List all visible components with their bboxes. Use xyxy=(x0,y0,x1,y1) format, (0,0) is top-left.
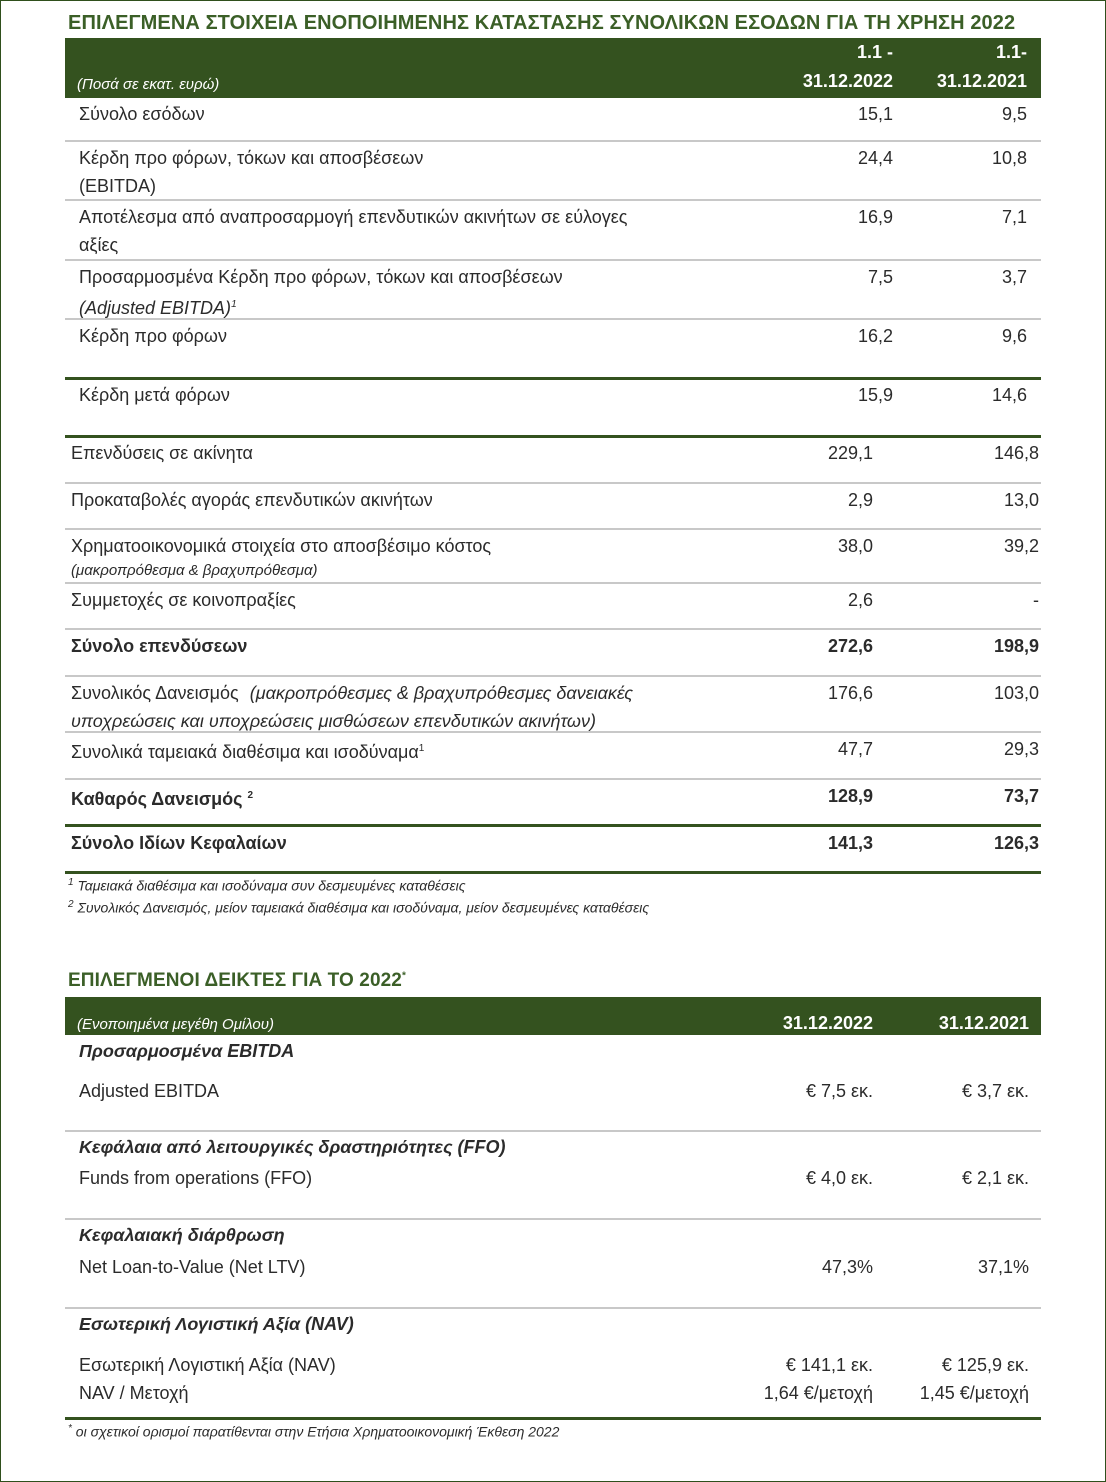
row-label: Καθαρός Δανεισμός $^2$ xyxy=(71,789,254,809)
kpi-value-2021: € 3,7 εκ. xyxy=(961,1081,1029,1101)
section-heading: Κεφάλαια από λειτουργικές δραστηριότητες (FFO) xyxy=(79,1137,506,1157)
row-label: Κέρδη μετά φόρων xyxy=(79,385,230,405)
row-divider xyxy=(65,377,1041,380)
row-value-2021: 9,5 xyxy=(1001,104,1027,124)
row-divider xyxy=(65,628,1041,630)
row-divider xyxy=(65,140,1041,142)
row-value-2021: 73,7 xyxy=(1003,786,1039,806)
row-divider xyxy=(65,318,1041,320)
kpi-label: Net Loan-to-Value (Net LTV) xyxy=(79,1257,306,1277)
row-label: Σύνολο εσόδων xyxy=(79,104,205,124)
section-heading: Προσαρμοσμένα EBITDA xyxy=(79,1041,295,1061)
kpi-value-2022: 1,64 €/μετοχή xyxy=(763,1383,873,1403)
col-2022-line1: 1.1 - xyxy=(856,42,893,62)
row-label-line2: υποχρεώσεις και υποχρεώσεις μισθώσεων επενδυτικών ακινήτων) xyxy=(71,711,596,731)
row-value-2021: 10,8 xyxy=(991,148,1027,168)
row-value-2022: 15,9 xyxy=(857,385,893,405)
row-value-2022: 15,1 xyxy=(857,104,893,124)
row-label: Κέρδη προ φόρων xyxy=(79,326,227,346)
row-value-2022: 24,4 xyxy=(857,148,893,168)
row-label-line2: αξίες xyxy=(79,235,119,255)
col-2021: 31.12.2021 xyxy=(938,1013,1029,1033)
footnote-star: * οι σχετικοί ορισμοί παρατίθενται στην Ετήσια Χρηματοοικονομική Έκθεση 2022 xyxy=(68,1423,560,1440)
row-divider xyxy=(65,824,1041,827)
section-divider xyxy=(65,1307,1041,1309)
row-value-2021: 3,7 xyxy=(1001,267,1027,287)
kpi-value-2022: € 4,0 εκ. xyxy=(805,1168,873,1188)
section-divider xyxy=(65,1218,1041,1220)
kpi-label: Funds from operations (FFO) xyxy=(79,1168,313,1188)
row-divider xyxy=(65,675,1041,677)
row-divider xyxy=(65,528,1041,530)
col-2022-line2: 31.12.2022 xyxy=(802,71,893,91)
kpi-value-2021: 37,1% xyxy=(977,1257,1029,1277)
row-value-2022: 7,5 xyxy=(867,267,893,287)
row-label: Αποτέλεσμα από αναπροσαρμογή επενδυτικών ακινήτων σε εύλογες xyxy=(79,207,628,227)
row-divider xyxy=(65,199,1041,201)
row-label: Προσαρμοσμένα Κέρδη προ φόρων, τόκων και αποσβέσεων xyxy=(79,267,563,287)
row-label-line2: (Adjusted EBITDA)$^1$ xyxy=(79,298,237,318)
row-value-2022: 2,9 xyxy=(847,490,873,510)
row-value-2021: 103,0 xyxy=(993,683,1039,703)
row-value-2021: 14,6 xyxy=(991,385,1027,405)
row-value-2021: 7,1 xyxy=(1001,207,1027,227)
row-divider xyxy=(65,731,1041,733)
col-2022: 31.12.2022 xyxy=(782,1013,873,1033)
row-value-2022: 16,2 xyxy=(857,326,893,346)
row-label: Συνολικά ταμειακά διαθέσιμα και ισοδύναμα$^1$ xyxy=(71,742,425,762)
row-value-2021: 126,3 xyxy=(993,833,1039,853)
table1-title: ΕΠΙΛΕΓΜΕΝΑ ΣΤΟΙΧΕΙΑ ΕΝΟΠΟΙΗΜΕΝΗΣ ΚΑΤΑΣΤΑΣΗΣ ΣΥΝΟΛΙΚΩΝ ΕΣΟΔΩΝ ΓΙΑ ΤΗ ΧΡΗΣΗ 2022 xyxy=(68,12,1016,34)
footnote-2: $^2$ Συνολικός Δανεισμός, μείον ταμειακά διαθέσιμα και ισοδύναμα, μείον δεσμευμένες καταθέσεις xyxy=(68,899,650,916)
row-value-2021: 9,6 xyxy=(1001,326,1027,346)
row-label: Κέρδη προ φόρων, τόκων και αποσβέσεων xyxy=(79,148,424,168)
row-label: Συνολικός Δανεισμός (μακροπρόθεσμες & βραχυπρόθεσμες δανειακές xyxy=(71,683,634,703)
row-value-2022: 2,6 xyxy=(847,590,873,610)
section-heading: Εσωτερική Λογιστική Αξία (NAV) xyxy=(79,1314,354,1334)
row-value-2022: 176,6 xyxy=(827,683,873,703)
row-value-2022: 38,0 xyxy=(837,536,873,556)
row-value-2022: 128,9 xyxy=(827,786,873,806)
row-divider xyxy=(65,482,1041,484)
row-label: Συμμετοχές σε κοινοπραξίες xyxy=(71,590,296,610)
section-divider xyxy=(65,1130,1041,1132)
kpi-label: Adjusted EBITDA xyxy=(79,1081,220,1101)
row-value-2022: 47,7 xyxy=(837,739,873,759)
kpi-value-2021: 1,45 €/μετοχή xyxy=(919,1383,1029,1403)
row-value-2022: 272,6 xyxy=(827,636,873,656)
footnote-1: $^1$ Ταμειακά διαθέσιμα και ισοδύναμα συν δεσμευμένες καταθέσεις xyxy=(68,877,466,894)
row-value-2022: 141,3 xyxy=(827,833,873,853)
kpi-value-2022: 47,3% xyxy=(821,1257,873,1277)
row-label: Χρηματοοικονομικά στοιχεία στο αποσβέσιμο κόστος xyxy=(71,536,492,556)
row-value-2021: - xyxy=(1033,590,1039,610)
row-value-2021: 13,0 xyxy=(1003,490,1039,510)
kpi-label: NAV / Μετοχή xyxy=(79,1383,189,1403)
row-divider xyxy=(65,778,1041,780)
row-label-line2: (EBITDA) xyxy=(79,176,157,196)
row-label: Σύνολο Ιδίων Κεφαλαίων xyxy=(71,833,287,853)
row-value-2021: 39,2 xyxy=(1003,536,1039,556)
section-heading: Κεφαλαιακή διάρθρωση xyxy=(79,1225,285,1245)
table2-header-bar xyxy=(65,997,1041,1035)
row-value-2021: 146,8 xyxy=(993,443,1039,463)
col-2021-line2: 31.12.2021 xyxy=(936,71,1027,91)
kpi-value-2022: € 7,5 εκ. xyxy=(805,1081,873,1101)
kpi-value-2021: € 2,1 εκ. xyxy=(961,1168,1029,1188)
kpi-value-2022: € 141,1 εκ. xyxy=(785,1355,873,1375)
kpi-value-2021: € 125,9 εκ. xyxy=(941,1355,1029,1375)
row-label: Σύνολο επενδύσεων xyxy=(71,636,248,656)
table2-title: ΕΠΙΛΕΓΜΕΝΟΙ ΔΕΙΚΤΕΣ ΓΙΑ ΤΟ 2022* xyxy=(68,970,406,991)
kpi-label: Εσωτερική Λογιστική Αξία (NAV) xyxy=(79,1355,336,1375)
row-divider xyxy=(65,259,1041,261)
section-divider xyxy=(65,1417,1041,1420)
row-value-2022: 229,1 xyxy=(827,443,873,463)
col-2021-line1: 1.1- xyxy=(995,42,1027,62)
row-value-2021: 29,3 xyxy=(1003,739,1039,759)
row-value-2021: 198,9 xyxy=(993,636,1039,656)
row-label: Επενδύσεις σε ακίνητα xyxy=(71,443,253,463)
table1-unit: (Ποσά σε εκατ. ευρώ) xyxy=(77,76,220,93)
row-divider xyxy=(65,435,1041,438)
row-value-2022: 16,9 xyxy=(857,207,893,227)
row-divider xyxy=(65,582,1041,584)
table1-header-bar xyxy=(65,38,1041,98)
row-label: Προκαταβολές αγοράς επενδυτικών ακινήτων xyxy=(71,490,433,510)
row-divider xyxy=(65,871,1041,874)
row-label-line2: (μακροπρόθεσμα & βραχυπρόθεσμα) xyxy=(71,562,318,579)
table2-unit: (Ενοποιημένα μεγέθη Ομίλου) xyxy=(77,1016,275,1033)
